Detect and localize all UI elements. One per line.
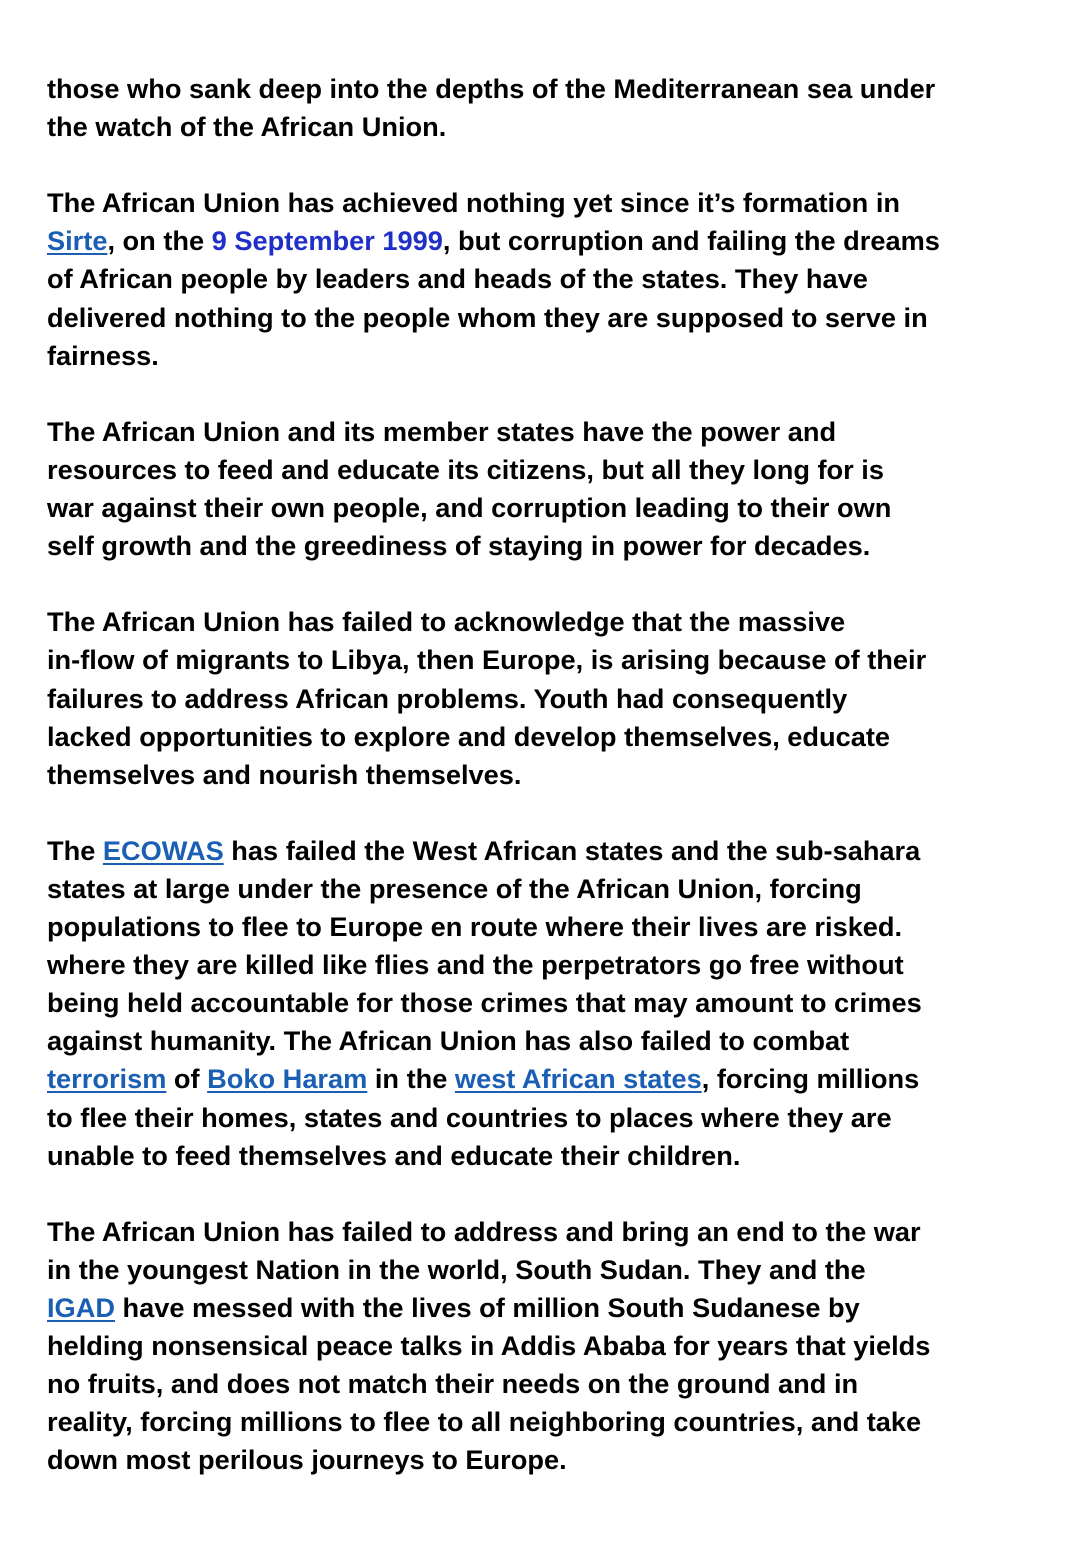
paragraph-2 xyxy=(47,184,1057,374)
text-line: themselves and nourish themselves. xyxy=(47,758,522,790)
ecowas-link[interactable]: ECOWAS xyxy=(102,834,224,866)
terrorism-link[interactable]: terrorism xyxy=(47,1063,167,1095)
west-african-states-link[interactable]: west African states xyxy=(454,1063,702,1095)
sirte-link[interactable]: Sirte xyxy=(47,225,108,257)
boko-haram-link[interactable]: Boko Haram xyxy=(207,1063,368,1095)
text-line: against humanity. The African Union has also failed to combat xyxy=(47,1025,850,1057)
paragraph-1 xyxy=(47,70,1057,146)
text-segment: , forcing millions xyxy=(701,1063,920,1095)
text-line xyxy=(47,222,1057,260)
text-line: unable to feed themselves and educate their children. xyxy=(47,1139,741,1171)
text-line: to flee their homes, states and countries to places where they are xyxy=(47,1101,892,1133)
text-line xyxy=(47,1289,1057,1327)
text-line: failures to address African problems. Youth had consequently xyxy=(47,682,848,714)
text-line: The African Union and its member states have the power and xyxy=(47,415,837,447)
text-line: fairness. xyxy=(47,339,159,371)
text-segment: in the xyxy=(367,1063,455,1095)
paragraph-4 xyxy=(47,603,1057,793)
text-line: self growth and the greediness of staying in power for decades. xyxy=(47,530,871,562)
text-line: The African Union has failed to address and bring an end to the war xyxy=(47,1215,921,1247)
text-line: those who sank deep into the depths of the Mediterranean sea under xyxy=(47,73,936,104)
text-line: lacked opportunities to explore and develop themselves, educate xyxy=(47,720,891,752)
text-segment: has failed the West African states and the sub-sahara xyxy=(223,834,921,866)
text-line: the watch of the African Union. xyxy=(47,111,447,143)
text-line: populations to flee to Europe en route where their lives are risked. xyxy=(47,911,903,943)
text-line: The African Union has achieved nothing yet since it’s formation in xyxy=(47,187,901,219)
text-line: in-flow of migrants to Libya, then Europe, is arising because of their xyxy=(47,644,927,676)
text-line: The African Union has failed to acknowledge that the massive xyxy=(47,606,846,638)
igad-link[interactable]: IGAD xyxy=(47,1292,115,1323)
text-line xyxy=(47,832,1057,870)
text-segment: have messed with the lives of million South Sudanese by xyxy=(114,1292,860,1323)
paragraph-6 xyxy=(47,1213,1057,1480)
text-line: states at large under the presence of the African Union, forcing xyxy=(47,872,862,904)
text-line: being held accountable for those crimes that may amount to crimes xyxy=(47,987,922,1019)
text-line: resources to feed and educate its citizens, but all they long for is xyxy=(47,453,884,485)
paragraph-5 xyxy=(47,832,1057,1175)
text-segment: , on the xyxy=(107,225,212,257)
text-segment: The xyxy=(47,834,103,866)
text-line: down most perilous journeys to Europe. xyxy=(47,1444,567,1476)
text-line: war against their own people, and corruption leading to their own xyxy=(47,492,892,524)
text-segment: , but corruption and failing the dreams xyxy=(442,225,940,257)
text-line: in the youngest Nation in the world, South Sudan. They and the xyxy=(47,1253,866,1285)
text-line: helding nonsensical peace talks in Addis Ababa for years that yields xyxy=(47,1330,931,1362)
text-line: delivered nothing to the people whom they are supposed to serve in xyxy=(47,301,928,333)
paragraph-3 xyxy=(47,413,1057,565)
text-line: reality, forcing millions to flee to all neighboring countries, and take xyxy=(47,1406,922,1438)
text-segment: of xyxy=(166,1063,208,1095)
document-body xyxy=(47,70,1057,1518)
formation-date: 9 September 1999 xyxy=(211,225,443,257)
text-line: no fruits, and does not match their needs on the ground and in xyxy=(47,1368,859,1400)
text-line xyxy=(47,1060,1057,1098)
text-line: of African people by leaders and heads of the states. They have xyxy=(47,263,868,295)
text-line: where they are killed like flies and the perpetrators go free without xyxy=(47,949,904,981)
